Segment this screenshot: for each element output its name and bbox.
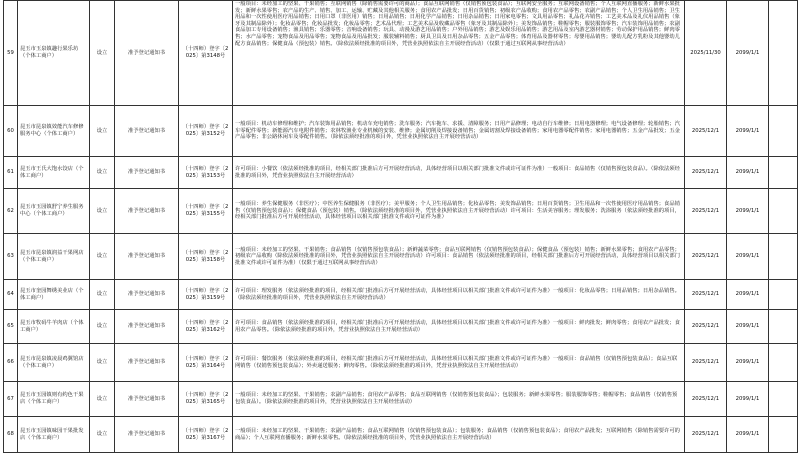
registration-type: 设立 (90, 157, 115, 189)
business-name: 昆玉市昆泉镇效能汽车修修服务中心（个体工商户） (18, 106, 90, 157)
registration-type: 设立 (90, 234, 115, 280)
row-number: 62 (4, 189, 18, 234)
business-scope: 一般项目：机动车修理和维护；汽车装饰用品销售；机动车充电销售；洗车服务；汽车拖车、求援、清障服务；日用产品修理；电动自行车维修；日用电器修理；电气设备修理；轮胎销售；汽车零配件零售；新能源汽车电附件销售；农林牧渔业专业机械的安装、维修；金属切削及焊接设备销售；金属切割及焊接设备销售；家用电器零配件销售；家用电器销售；五金产品批发；五金产品零售；非公路休闲车及零配件销售。（除依法须经批准的项目外，凭营业执照依法自主开展经营活动） (233, 106, 685, 157)
document-type: 准予登记通知书 (115, 417, 179, 453)
business-scope: 许可项目：理发服务（依法须经批准的项目，经相关部门批准后方可开展经营活动，具体经营项目以相关部门批准文件或许可证件为准）一般项目：化妆品零售；日用品销售；日用杂品销售。（除依法须经批准的项目外，凭营业执照依法自主开展经营活动） (233, 280, 685, 310)
registration-type: 设立 (90, 1, 115, 106)
table-row (4, 157, 798, 189)
table-row (4, 310, 798, 344)
expiry-date: 2099/1/1 (727, 310, 769, 344)
business-name: 昆玉市牧码牛羊肉店（个体工商户） (18, 310, 90, 344)
business-name: 昆玉市玉园镇舒宁养生服务中心（个体工商户） (18, 189, 90, 234)
blank-cell (769, 234, 798, 280)
expiry-date: 2099/1/1 (727, 417, 769, 453)
document-number: （十四师）登字〔2025〕第3162号 (179, 310, 233, 344)
table-row (4, 382, 798, 417)
blank-cell (769, 310, 798, 344)
blank-cell (769, 417, 798, 453)
blank-cell (769, 189, 798, 234)
document-number: （十四师）登字〔2025〕第3148号 (179, 1, 233, 106)
document-number: （十四师）登字〔2025〕第3155号 (179, 189, 233, 234)
business-name: 昆玉市昆泉镇润益干果网店（个体工商户） (18, 234, 90, 280)
business-scope: 一般项目：养生保健服务（非医疗）；中医养生保健服务（非医疗）；美甲服务；个人卫生用品销售；化妆品零售；美发饰品销售；日用百货销售；卫生用品和一次性使用医疗用品销售；食品销售（仅销售预包装食品）；保健食品（预包装）销售。（除依法须经批准的项目外，凭营业执照依法自主开展经营活动）许可项目：生活美容服务；理发服务；洗浴服务（依法须经批准的项目，经相关部门批准后方可开展经营活动，具体经营项目以相关部门批准文件或许可证件为准） (233, 189, 685, 234)
document-type: 准予登记通知书 (115, 234, 179, 280)
blank-cell (769, 382, 798, 417)
expiry-date: 2099/1/1 (727, 280, 769, 310)
approval-date: 2025/12/1 (685, 280, 727, 310)
business-scope: 许可项目：餐饮服务（依法须经批准的项目，经相关部门批准后方可开展经营活动，具体经营项目以相关部门批准文件或许可证件为准）一般项目：食品销售（仅销售预包装食品）；食品互联网销售（仅销售预包装食品）；外卖递送服务；鲜肉零售。（除依法须经批准的项目外，凭营业执照依法自主开展经营活动） (233, 344, 685, 382)
approval-date: 2025/12/1 (685, 157, 727, 189)
table-row (4, 189, 798, 234)
expiry-date: 2099/1/1 (727, 157, 769, 189)
row-number: 68 (4, 417, 18, 453)
approval-date: 2025/12/1 (685, 344, 727, 382)
approval-date: 2025/12/1 (685, 106, 727, 157)
approval-date: 2025/12/1 (685, 189, 727, 234)
business-scope: 许可项目：小餐饮（依法须经批准的项目，经相关部门批准后方可开展经营活动，具体经营项目以相关部门批准文件或许可证件为准）一般项目：食品销售（仅销售预包装食品）。（除依法须经批准的项目外，凭营业执照依法自主开展经营活动） (233, 157, 685, 189)
business-name: 昆玉市奎园舞绣美业店（个体工商户） (18, 280, 90, 310)
expiry-date: 2099/1/1 (727, 1, 769, 106)
registration-type: 设立 (90, 310, 115, 344)
business-scope: 一般项目：未经加工的坚果、干果销售；农副产品销售；食用农产品零售；食品互联网销售（仅销售预包装食品）；包装服务；新鲜水果零售；服装服饰零售；鞋帽零售；食品销售（仅销售预包装食品）。（除依法须经批准的项目外，凭营业执照依法自主开展经营活动） (233, 382, 685, 417)
row-number: 59 (4, 1, 18, 106)
blank-cell (769, 1, 798, 106)
document-number: （十四师）登字〔2025〕第3158号 (179, 234, 233, 280)
registration-table (3, 0, 798, 453)
table-row (4, 1, 798, 106)
document-type: 准予登记通知书 (115, 280, 179, 310)
approval-date: 2025/12/1 (685, 310, 727, 344)
document-type: 准予登记通知书 (115, 106, 179, 157)
business-scope: 一般项目：未经加工的坚果、干果销售；互联网销售（除销售需要许可的商品）；食品互联网销售（仅销售预包装食品）；互联网安全服务；互联网设备销售；个人互联网直播服务；新鲜水果批发；新鲜水果零售；农产品的生产、销售、加工、运输、贮藏及其他相关服务；食用农产品批发；日用百货销售；初级农产品收购；食用农产品零售；农副产品销售；个人卫生用品销售；卫生用品和一次性使用医疗用品销售；日用口罩（非医用）销售；日用品销售；日用化学产品销售；日用杂品销售；日用家电零售；文具用品零售；礼品花卉销售；工艺美术品及礼仪用品销售（象牙及其制品除外）；化妆品零售；化妆品批发；化妆品零售；艺术品代理；工艺美术品及收藏品零售（象牙及其制品除外）；美发饰品销售；鞋帽零售；服装服饰零售；汽车装饰用品销售；农副食品加工专用设备销售；渔具销售；乐器零售；音响设备销售；玩具、动漫及游艺用品销售；户外用品销售；游艺及娱乐用品销售；游艺用品及室内游艺器材销售；劳动保护用品销售；鲜肉零售；水产品零售；宠物食品及用品零售；宠物食品及用品批发；服装辅料销售；厨具卫具及日用杂品零售；五金产品零售；体育用品及器材零售；母婴用品销售；婴幼儿配方乳粉及其他婴幼儿配方食品销售；保健食品（预包装）销售。（除依法须经批准的项目外，凭营业执照依法自主开展经营活动）（仅限于通过互联网从事经营活动） (233, 1, 685, 106)
document-number: （十四师）登字〔2025〕第3152号 (179, 106, 233, 157)
table-row (4, 106, 798, 157)
registration-type: 设立 (90, 106, 115, 157)
registration-type: 设立 (90, 417, 115, 453)
document-type: 准予登记通知书 (115, 344, 179, 382)
document-type: 准予登记通知书 (115, 157, 179, 189)
blank-cell (769, 344, 798, 382)
table-row (4, 417, 798, 453)
business-scope: 一般项目：未经加工的坚果、干果销售；农副产品销售；食品互联网销售（仅销售预包装食品）；包装服务；食品销售（仅销售预包装食品）；食用农产品批发；互联网销售（除销售需要许可的商品）；个人互联网直播服务；新鲜水果零售。（除依法须经批准的项目外，凭营业执照依法自主开展经营活动） (233, 417, 685, 453)
table-row (4, 344, 798, 382)
business-scope: 一般项目：未经加工的坚果、干果销售；食品销售（仅销售预包装食品）；新鲜蔬菜零售；食品互联网销售（仅销售预包装食品）；保健食品（预包装）销售；新鲜水果零售；食用农产品零售；初级农产品收购（除依法须经批准的项目外，凭营业执照依法自主开展经营活动）许可项目：食品销售（依法须经批准的项目，经相关部门批准后方可开展经营活动，具体经营项目以相关部门批准文件或许可证件为准）（仅限于通过互联网从事经营活动） (233, 234, 685, 280)
document-type: 准予登记通知书 (115, 1, 179, 106)
row-number: 60 (4, 106, 18, 157)
registration-type: 设立 (90, 344, 115, 382)
blank-cell (769, 157, 798, 189)
row-number: 61 (4, 157, 18, 189)
business-name: 昆玉市昆泉镇凌晨鸡翼馆店（个体工商户） (18, 344, 90, 382)
blank-cell (769, 106, 798, 157)
row-number: 67 (4, 382, 18, 417)
approval-date: 2025/12/1 (685, 382, 727, 417)
document-type: 准予登记通知书 (115, 382, 179, 417)
document-type: 准予登记通知书 (115, 189, 179, 234)
registration-type: 设立 (90, 280, 115, 310)
approval-date: 2025/12/1 (685, 417, 727, 453)
approval-date: 2025/11/30 (685, 1, 727, 106)
document-number: （十四师）登字〔2025〕第3164号 (179, 344, 233, 382)
business-name: 昆玉市玉泉镇趣行果乐坊（个体工商户） (18, 1, 90, 106)
expiry-date: 2099/1/1 (727, 382, 769, 417)
business-name: 昆玉市玉园镇则有约色干果店（个体工商户） (18, 382, 90, 417)
row-number: 64 (4, 280, 18, 310)
table-row (4, 234, 798, 280)
expiry-date: 2099/1/1 (727, 234, 769, 280)
row-number: 63 (4, 234, 18, 280)
registration-type: 设立 (90, 189, 115, 234)
row-number: 66 (4, 344, 18, 382)
document-type: 准予登记通知书 (115, 310, 179, 344)
blank-cell (769, 280, 798, 310)
document-number: （十四师）登字〔2025〕第3167号 (179, 417, 233, 453)
document-number: （十四师）登字〔2025〕第3159号 (179, 280, 233, 310)
business-name: 昆玉市玉园镇味园干果批发店（个体工商户） (18, 417, 90, 453)
document-number: （十四师）登字〔2025〕第3165号 (179, 382, 233, 417)
approval-date: 2025/12/1 (685, 234, 727, 280)
business-scope: 许可项目：食品销售（依法须经批准的项目，经相关部门批准后方可开展经营活动，具体经营项目以相关部门批准文件或许可证件为准）一般项目：鲜肉批发；鲜肉零售；食用农产品批发；食用农产品零售。（除依法须经批准的项目外，凭营业执照依法自主开展经营活动） (233, 310, 685, 344)
expiry-date: 2099/1/1 (727, 189, 769, 234)
document-number: （十四师）登字〔2025〕第3153号 (179, 157, 233, 189)
expiry-date: 2099/1/1 (727, 106, 769, 157)
row-number: 65 (4, 310, 18, 344)
expiry-date: 2099/1/1 (727, 344, 769, 382)
registration-type: 设立 (90, 382, 115, 417)
business-name: 昆玉市王氏大饱水饺店（个体工商户） (18, 157, 90, 189)
table-row (4, 280, 798, 310)
